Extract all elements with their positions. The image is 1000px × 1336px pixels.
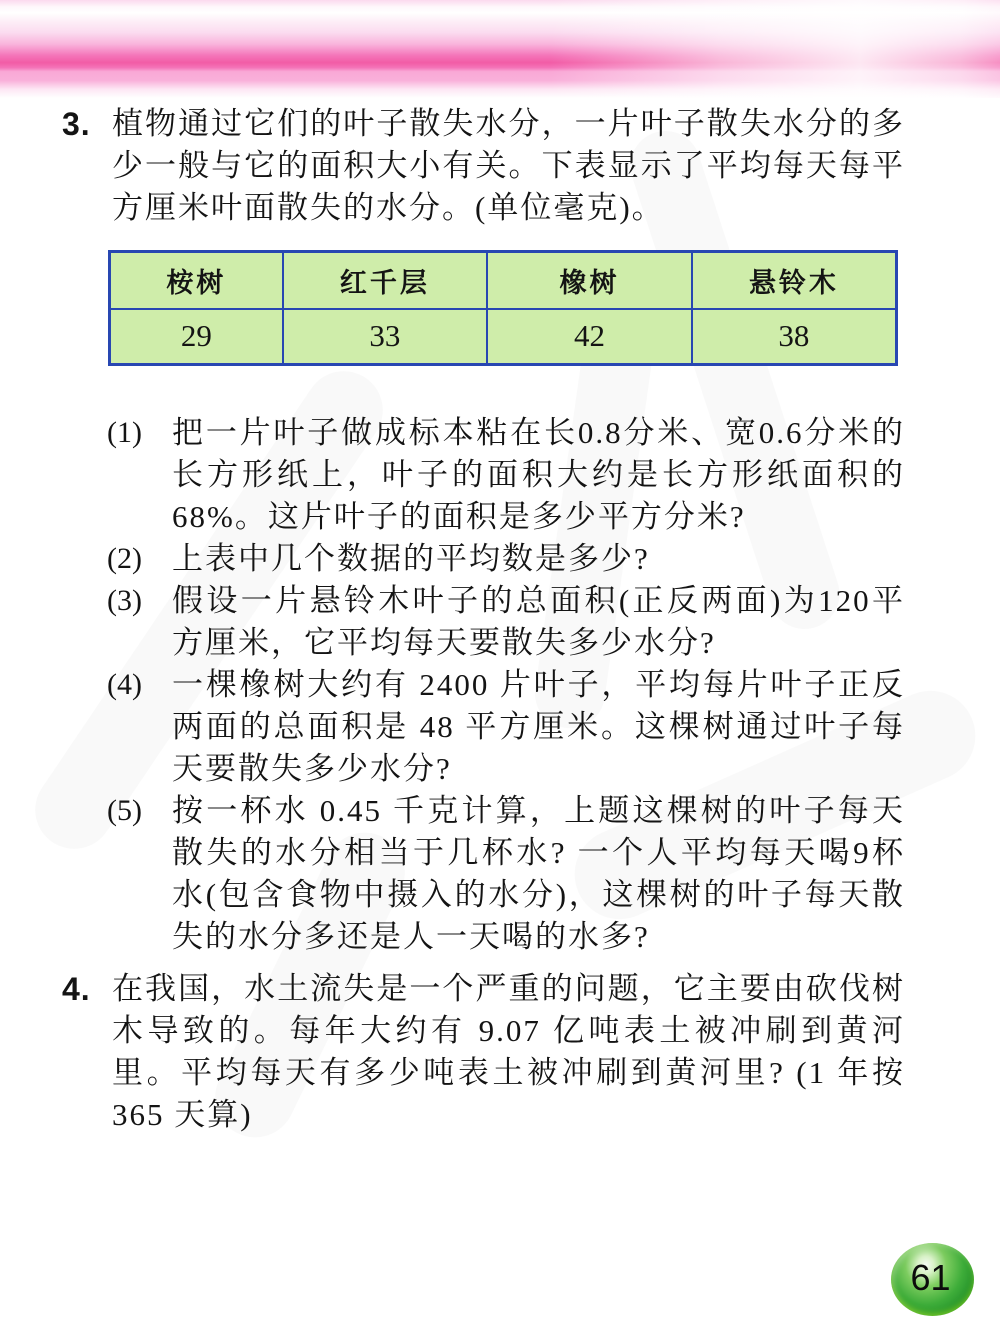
sub-question-1 <box>107 412 905 538</box>
sub-question-5-text: 按一杯水 0.45 千克计算，上题这棵树的叶子每天散失的水分相当于几杯水? 一个人平均每天喝9杯水(包含食物中摄入的水分)，这棵树的叶子每天散失的水分多还是人一天喝的水多? <box>172 793 905 954</box>
sub-question-3-number: (3) <box>107 584 142 617</box>
sub-question-2-number: (2) <box>107 542 142 575</box>
problem-4-intro: 在我国，水土流失是一个严重的问题，它主要由砍伐树木导致的。每年大约有 9.07 亿吨表土被冲刷到黄河里。平均每天有多少吨表土被冲刷到黄河里? (1 年按 365 天算) <box>112 971 905 1132</box>
header-banner-decoration <box>0 0 1000 98</box>
problem-3-number: 3. <box>62 106 91 142</box>
sub-question-1-text: 把一片叶子做成标本粘在长0.8分米、宽0.6分米的长方形纸上，叶子的面积大约是长方形纸面积的68%。这片叶子的面积是多少平方分米? <box>172 415 905 534</box>
sub-question-1-number: (1) <box>107 416 142 449</box>
table-header-planetree: 悬铃木 <box>692 252 897 309</box>
sub-question-3-text: 假设一片悬铃木叶子的总面积(正反两面)为120平方厘米，它平均每天要散失多少水分? <box>172 583 905 660</box>
problem-3 <box>62 103 905 229</box>
problem-4-number: 4. <box>62 971 91 1007</box>
table-header-oak: 橡树 <box>487 252 692 309</box>
page-number: 61 <box>910 1256 951 1298</box>
table-header-bottlebrush: 红千层 <box>283 252 488 309</box>
problem-3-intro: 植物通过它们的叶子散失水分，一片叶子散失水分的多少一般与它的面积大小有关。下表显示了平均每天每平方厘米叶面散失的水分。(单位毫克)。 <box>112 106 905 225</box>
sub-question-3 <box>107 580 905 664</box>
page-number-badge <box>891 1243 974 1316</box>
sub-question-5-number: (5) <box>107 794 142 827</box>
sub-question-4-number: (4) <box>107 668 142 701</box>
problem-4 <box>62 968 905 1136</box>
table-value-eucalyptus: 29 <box>110 309 283 365</box>
sub-question-list <box>107 412 905 958</box>
sub-question-4 <box>107 664 905 790</box>
page-content <box>62 103 905 1136</box>
sub-question-2-text: 上表中几个数据的平均数是多少? <box>172 541 650 576</box>
sub-question-2 <box>107 538 905 580</box>
water-loss-table <box>108 250 898 366</box>
table-value-planetree: 38 <box>692 309 897 365</box>
table-value-oak: 42 <box>487 309 692 365</box>
sub-question-4-text: 一棵橡树大约有 2400 片叶子，平均每片叶子正反两面的总面积是 48 平方厘米。这棵树通过叶子每天要散失多少水分? <box>172 667 905 786</box>
table-value-bottlebrush: 33 <box>283 309 488 365</box>
table-header-eucalyptus: 桉树 <box>110 252 283 309</box>
table-header-row <box>110 252 897 309</box>
table-value-row <box>110 309 897 365</box>
sub-question-5 <box>107 790 905 958</box>
